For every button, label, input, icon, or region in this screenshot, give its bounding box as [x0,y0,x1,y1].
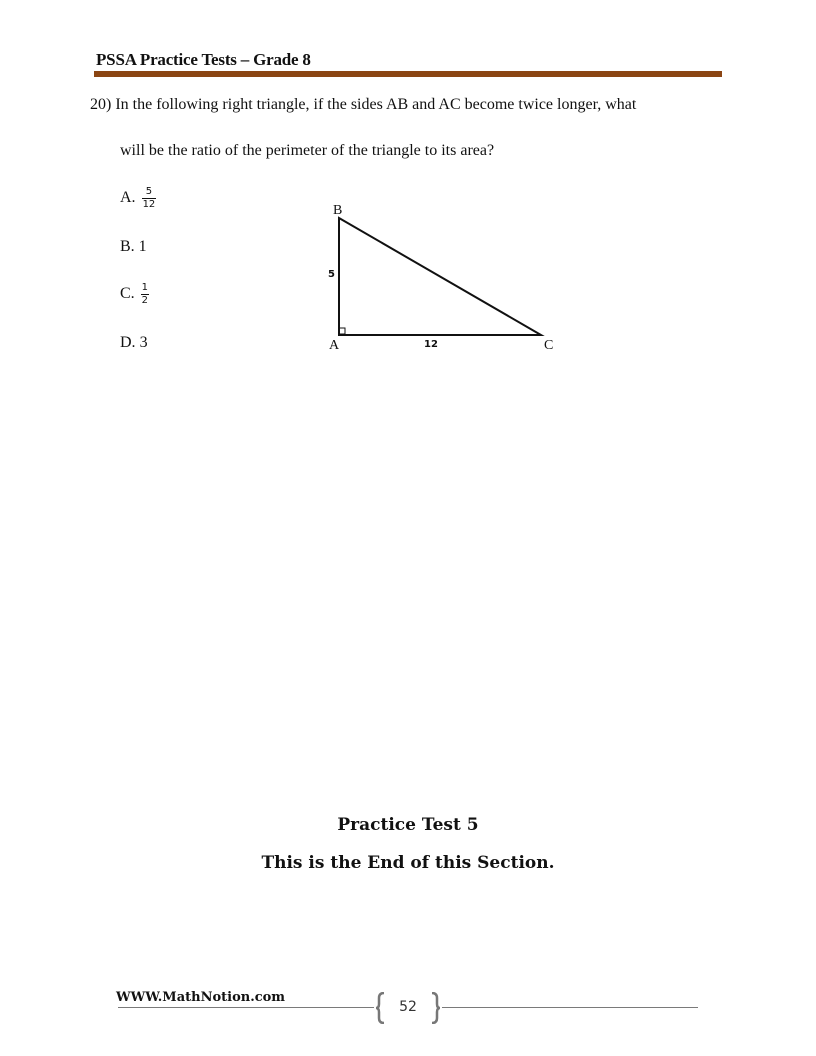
footer-rule-left [118,1007,374,1008]
choice-c-fraction [141,282,149,307]
footer-rule-right [442,1007,698,1008]
side-ac-length: 12 [424,339,438,350]
page-number: 52 [399,999,417,1015]
vertex-b-label: B [333,203,343,218]
end-test-title: Practice Test 5 [337,815,479,835]
choice-a-fraction [142,186,157,211]
header-rule [94,71,722,77]
choice-d[interactable] [120,334,148,352]
choice-b-label: B. [120,238,135,255]
vertex-a-label: A [329,338,340,353]
footer-website: WWW.MathNotion.com [116,990,286,1005]
choice-d-label: D. [120,334,136,351]
choice-c[interactable] [120,282,149,307]
choice-c-label: C. [120,285,135,303]
vertex-c-label: C [544,338,554,353]
right-triangle-diagram [320,196,570,361]
choice-b-value: 1 [138,238,147,255]
triangle-outline [339,218,541,335]
end-section-message: This is the End of this Section. [261,853,555,873]
question-text-line2: will be the ratio of the perimeter of the triangle to its area? [120,142,495,159]
choice-c-numerator: 1 [141,282,149,293]
choice-a[interactable] [120,186,156,211]
choice-a-denominator: 12 [142,199,156,210]
choice-a-label: A. [120,189,136,207]
choice-d-value: 3 [139,334,148,351]
choice-a-numerator: 5 [145,186,153,197]
side-ab-length: 5 [328,269,335,280]
header-title: PSSA Practice Tests – Grade 8 [96,50,311,69]
choice-b[interactable] [120,238,147,256]
question-text-line1: 20) In the following right triangle, if the sides AB and AC become twice longer, what [90,96,637,113]
choice-c-denominator: 2 [141,295,149,306]
